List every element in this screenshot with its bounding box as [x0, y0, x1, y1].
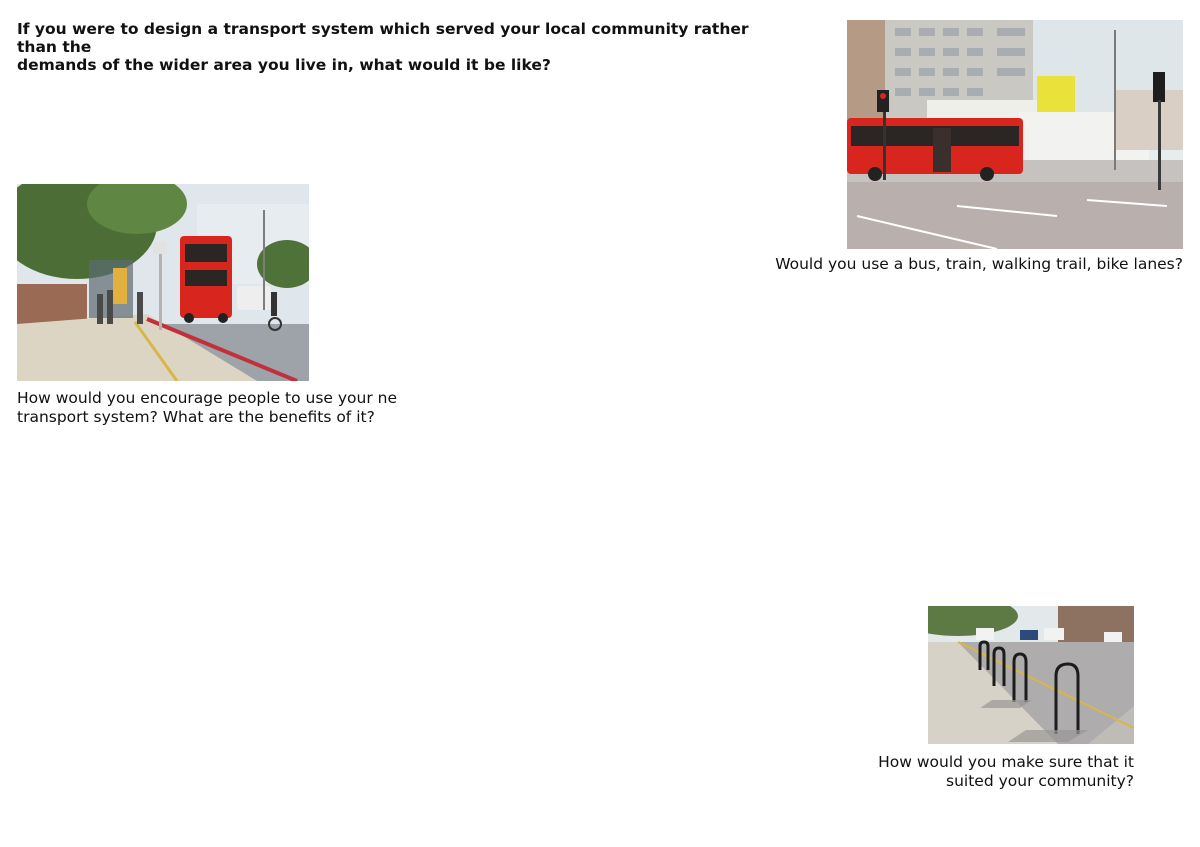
caption-encourage-use: How would you encourage people to use your ne transport system? What are the benefits of it?: [17, 389, 398, 426]
worksheet-question: If you were to design a transport system which served your local community rather than the demands of the wider area you live in, what would it be like?: [17, 20, 749, 74]
cycle-stands-photo: [928, 606, 1134, 744]
caption-suit-community: How would you make sure that it suited your community?: [878, 753, 1134, 790]
caption-transport-modes: Would you use a bus, train, walking trail, bike lanes?: [775, 255, 1183, 273]
bus-stop-photo: [17, 184, 309, 381]
bus-junction-photo: [847, 20, 1183, 249]
